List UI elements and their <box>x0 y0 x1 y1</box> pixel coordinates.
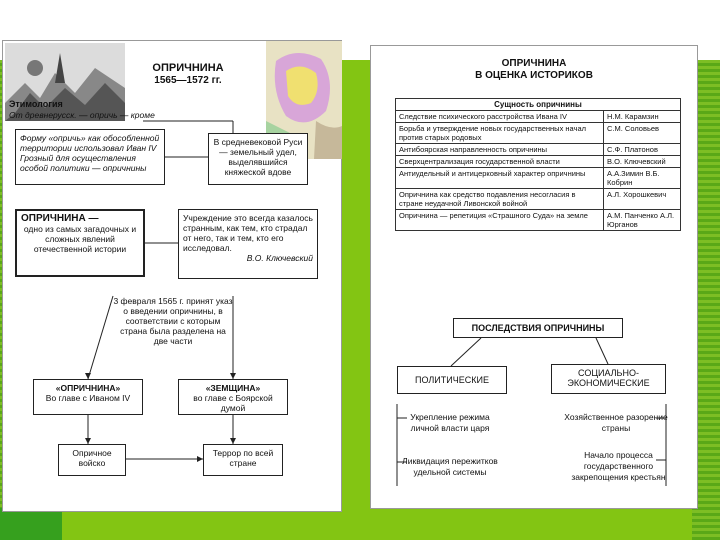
historian-cell: А.М. Панченко А.Л. Юрганов <box>604 210 681 231</box>
corner-square <box>0 508 62 540</box>
army-box: Опричное войско <box>58 444 126 476</box>
political-box: ПОЛИТИЧЕСКИЕ <box>397 366 507 394</box>
historian-cell: С.Ф. Платонов <box>604 144 681 156</box>
historian-cell: А.Л. Хорошкевич <box>604 189 681 210</box>
oprichnina-part-title: «ОПРИЧНИНА» <box>55 383 121 393</box>
essence-cell: Антибоярская направленность опричнины <box>396 144 604 156</box>
socio-consequence-1: Хозяйственное разорение страны <box>564 412 668 433</box>
historian-cell: Н.М. Карамзин <box>604 111 681 123</box>
essence-cell: Борьба и утверждение новых государственных начал против старых родовых <box>396 123 604 144</box>
consequences-title: ПОСЛЕДСТВИЯ ОПРИЧНИНЫ <box>453 318 623 338</box>
left-scan-page <box>2 40 342 512</box>
etymology-label: Этимология <box>9 99 63 109</box>
historians-title-1: ОПРИЧНИНА <box>501 58 567 69</box>
essence-cell: Опричнина как средство подавления несогласия в стране неудачной Ливонской войной <box>396 189 604 210</box>
essence-cell: Антиудельный и антицерковный характер опричнины <box>396 168 604 189</box>
essence-cell: Следствие психического расстройства Ивана IV <box>396 111 604 123</box>
decree-text: 3 февраля 1565 г. принят указ о введении опричнины, в соответствии с которым страна была разделена на две части <box>113 296 233 346</box>
socio-economic-box: СОЦИАЛЬНО-ЭКОНОМИЧЕСКИЕ <box>551 364 666 394</box>
socio-consequence-2: Начало процесса государственного закрепощения крестьян <box>571 450 666 482</box>
oprichnina-definition-text: одно из самых загадочных и сложных явлений отечественной истории <box>23 224 137 254</box>
zemshina-part-title: «ЗЕМЩИНА» <box>205 383 261 393</box>
historians-table-header: Сущность опричнины <box>396 99 681 111</box>
oprichnina-definition-title: ОПРИЧНИНА — <box>21 213 99 224</box>
historians-title-2: В ОЦЕНКА ИСТОРИКОВ <box>475 70 593 81</box>
essence-cell: Опричнина — репетиция «Страшного Суда» на земле <box>396 210 604 231</box>
left-connectors <box>3 41 341 511</box>
right-scan-page <box>370 45 698 509</box>
quote-author: В.О. Ключевский <box>246 253 313 263</box>
right-connectors <box>371 46 697 508</box>
form-box: Форму «опричь» как обособленной территории использовал Иван IV Грозный для осуществления особой политики — опричнины <box>15 129 165 185</box>
page-years: 1565—1572 гг. <box>154 75 222 86</box>
oprichnina-part-sub: Во главе с Иваном IV <box>45 393 131 403</box>
zemshina-part-sub: во главе с Боярской думой <box>193 393 273 413</box>
political-consequence-2: Ликвидация пережитков удельной системы <box>402 456 498 477</box>
etymology-text: От древнерусск. — опричь — кроме <box>9 110 155 120</box>
rus-box: В средневековой Руси — земельный удел, выделявшийся княжеской вдове <box>208 133 308 185</box>
historian-cell: С.М. Соловьев <box>604 123 681 144</box>
quote-text: Учреждение это всегда казалось странным, как тем, кто страдал от него, так и тем, кто его исследовал. <box>183 213 313 253</box>
historian-cell: А.А.Зимин В.Б. Кобрин <box>604 168 681 189</box>
essence-cell: Сверхцентрализация государственной власти <box>396 156 604 168</box>
political-consequence-1: Укрепление режима личной власти царя <box>410 412 490 433</box>
historian-cell: В.О. Ключевский <box>604 156 681 168</box>
terror-box: Террор по всей стране <box>203 444 283 476</box>
page-title: ОПРИЧНИНА <box>152 62 224 74</box>
